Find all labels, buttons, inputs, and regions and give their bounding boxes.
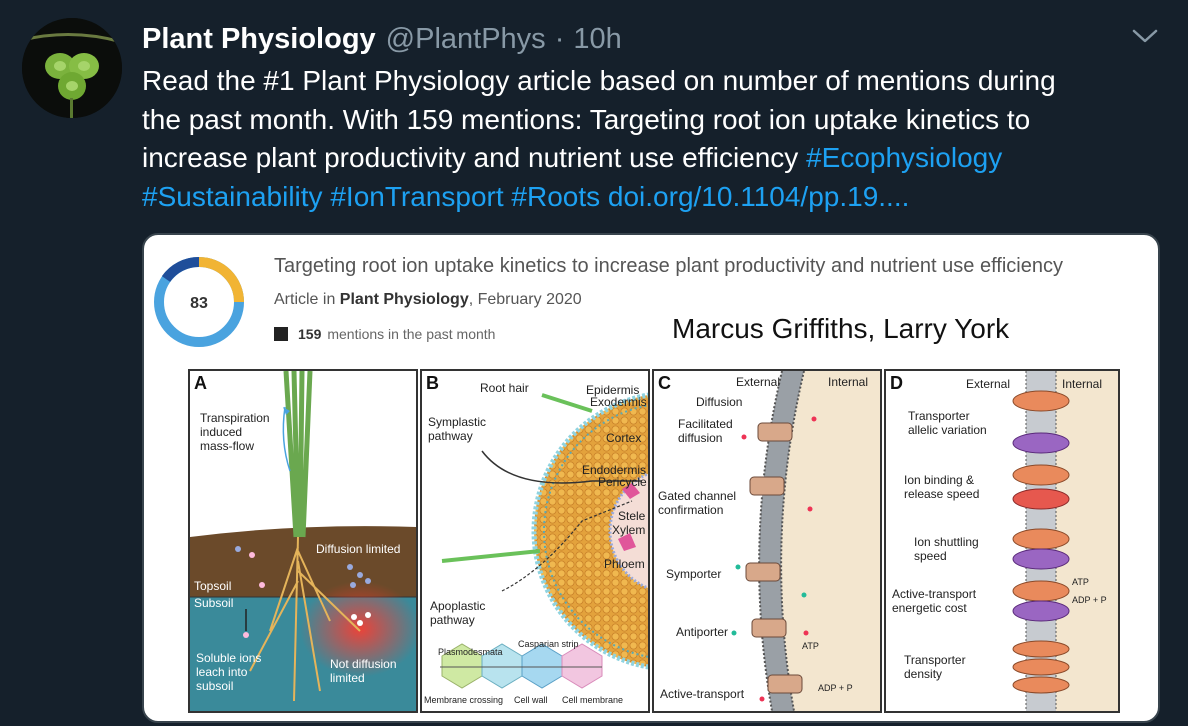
hashtag-iontransport[interactable]: #IonTransport	[330, 180, 504, 212]
symporter-label: Symporter	[666, 567, 722, 581]
casparian-label: Casparian strip	[518, 639, 579, 649]
authors: Marcus Griffiths, Larry York	[672, 313, 1010, 344]
clover-leaf-icon	[22, 18, 122, 118]
avatar[interactable]	[22, 18, 122, 118]
author-handle[interactable]: @PlantPhys	[385, 22, 546, 55]
not-diffusion-label: Not diffusion limited	[330, 657, 397, 685]
separator: ·	[554, 22, 565, 55]
square-icon	[274, 327, 288, 341]
tweet-line	[142, 139, 1172, 178]
antiporter-label: Antiporter	[676, 625, 729, 639]
tweet-line-text: increase plant productivity and nutrient use efficiency	[142, 142, 807, 173]
energetic-label: Active-transport energetic cost	[892, 587, 977, 615]
tweet-line: Read the #1 Plant Physiology article based on number of mentions during	[142, 65, 1056, 96]
xylem-label: Xylem	[612, 523, 646, 537]
panel-letter: D	[890, 373, 903, 393]
article-date: , February 2020	[468, 291, 582, 308]
internal-label: Internal	[828, 375, 869, 389]
epidermis-label: Epidermis	[586, 383, 640, 397]
stele-label: Stele	[618, 509, 646, 523]
meta-prefix: Article in	[274, 291, 340, 308]
atp-label: ATP	[802, 641, 819, 651]
gated-label: Gated channel confirmation	[658, 489, 737, 517]
tweet-line	[142, 178, 1172, 217]
cell-wall-label: Cell wall	[514, 695, 548, 705]
topsoil-label: Topsoil	[194, 579, 232, 593]
altmetric-donut	[152, 255, 246, 349]
timestamp[interactable]: 10h	[573, 22, 622, 55]
external-label: External	[966, 377, 1011, 391]
hashtag-ecophysiology[interactable]: #Ecophysiology	[806, 142, 1003, 173]
panel-b	[420, 369, 650, 713]
allelic-label: Transporter allelic variation	[908, 409, 987, 437]
density-label: Transporter density	[904, 653, 966, 681]
tweet-text	[142, 62, 1172, 216]
cortex-label: Cortex	[606, 431, 642, 445]
panel-c	[652, 369, 882, 713]
exodermis-label: Exodermis	[590, 395, 647, 409]
cell-membrane-label: Cell membrane	[562, 695, 624, 705]
media-card[interactable]	[142, 233, 1160, 723]
shuttling-label: Ion shuttling speed	[914, 535, 979, 563]
tweet-line: the past month. With 159 mentions: Targeting root ion uptake kinetics to	[142, 103, 1031, 135]
transpiration-label: Transpiration induced mass-flow	[200, 411, 270, 453]
panel-d	[884, 369, 1120, 713]
endodermis-label: Endodermis	[582, 463, 647, 477]
external-label: External	[736, 375, 781, 389]
symplastic-label: Symplastic pathway	[428, 415, 487, 443]
panel-letter: B	[426, 373, 439, 393]
diffusion-limited-label: Diffusion limited	[316, 542, 401, 556]
internal-label: Internal	[1062, 377, 1103, 391]
doi-link[interactable]: doi.org/10.1104/pp.19....	[607, 180, 910, 212]
article-title: Targeting root ion uptake kinetics to increase plant productivity and nutrient use efficiency	[274, 255, 1063, 277]
membrane-crossing-label: Membrane crossing	[424, 695, 504, 705]
panel-letter: C	[658, 373, 671, 393]
hashtag-roots[interactable]: #Roots	[511, 180, 601, 212]
soluble-label: Soluble ions leach into subsoil	[196, 651, 262, 693]
apoplastic-label: Apoplastic pathway	[430, 599, 486, 627]
atp-label: ATP	[1072, 577, 1089, 587]
active-label: Active-transport	[660, 687, 745, 701]
panel-letter: A	[194, 373, 207, 393]
binding-label: Ion binding & release speed	[904, 473, 980, 501]
tweet-header	[142, 18, 622, 60]
pericycle-label: Pericycle	[598, 475, 647, 489]
mentions-count: 159	[298, 326, 322, 342]
adp-label: ADP + P	[818, 683, 853, 693]
mentions-row	[274, 326, 495, 342]
journal-name: Plant Physiology	[339, 291, 469, 308]
panel-a	[188, 369, 418, 713]
plasmodesmata-label: Plasmodesmata	[438, 647, 503, 657]
root-hair-label: Root hair	[480, 381, 529, 395]
chevron-down-icon[interactable]	[1130, 26, 1160, 46]
mentions-text: mentions in the past month	[327, 326, 496, 342]
facilitated-label: Facilitated diffusion	[678, 417, 733, 445]
phloem-label: Phloem	[604, 557, 645, 571]
adp-label: ADP + P	[1072, 595, 1107, 605]
author-name[interactable]: Plant Physiology	[142, 22, 376, 55]
altmetric-score: 83	[190, 295, 208, 312]
article-meta	[274, 291, 582, 309]
subsoil-label: Subsoil	[194, 596, 234, 610]
hashtag-sustainability[interactable]: #Sustainability	[142, 180, 323, 212]
diffusion-label: Diffusion	[696, 395, 743, 409]
